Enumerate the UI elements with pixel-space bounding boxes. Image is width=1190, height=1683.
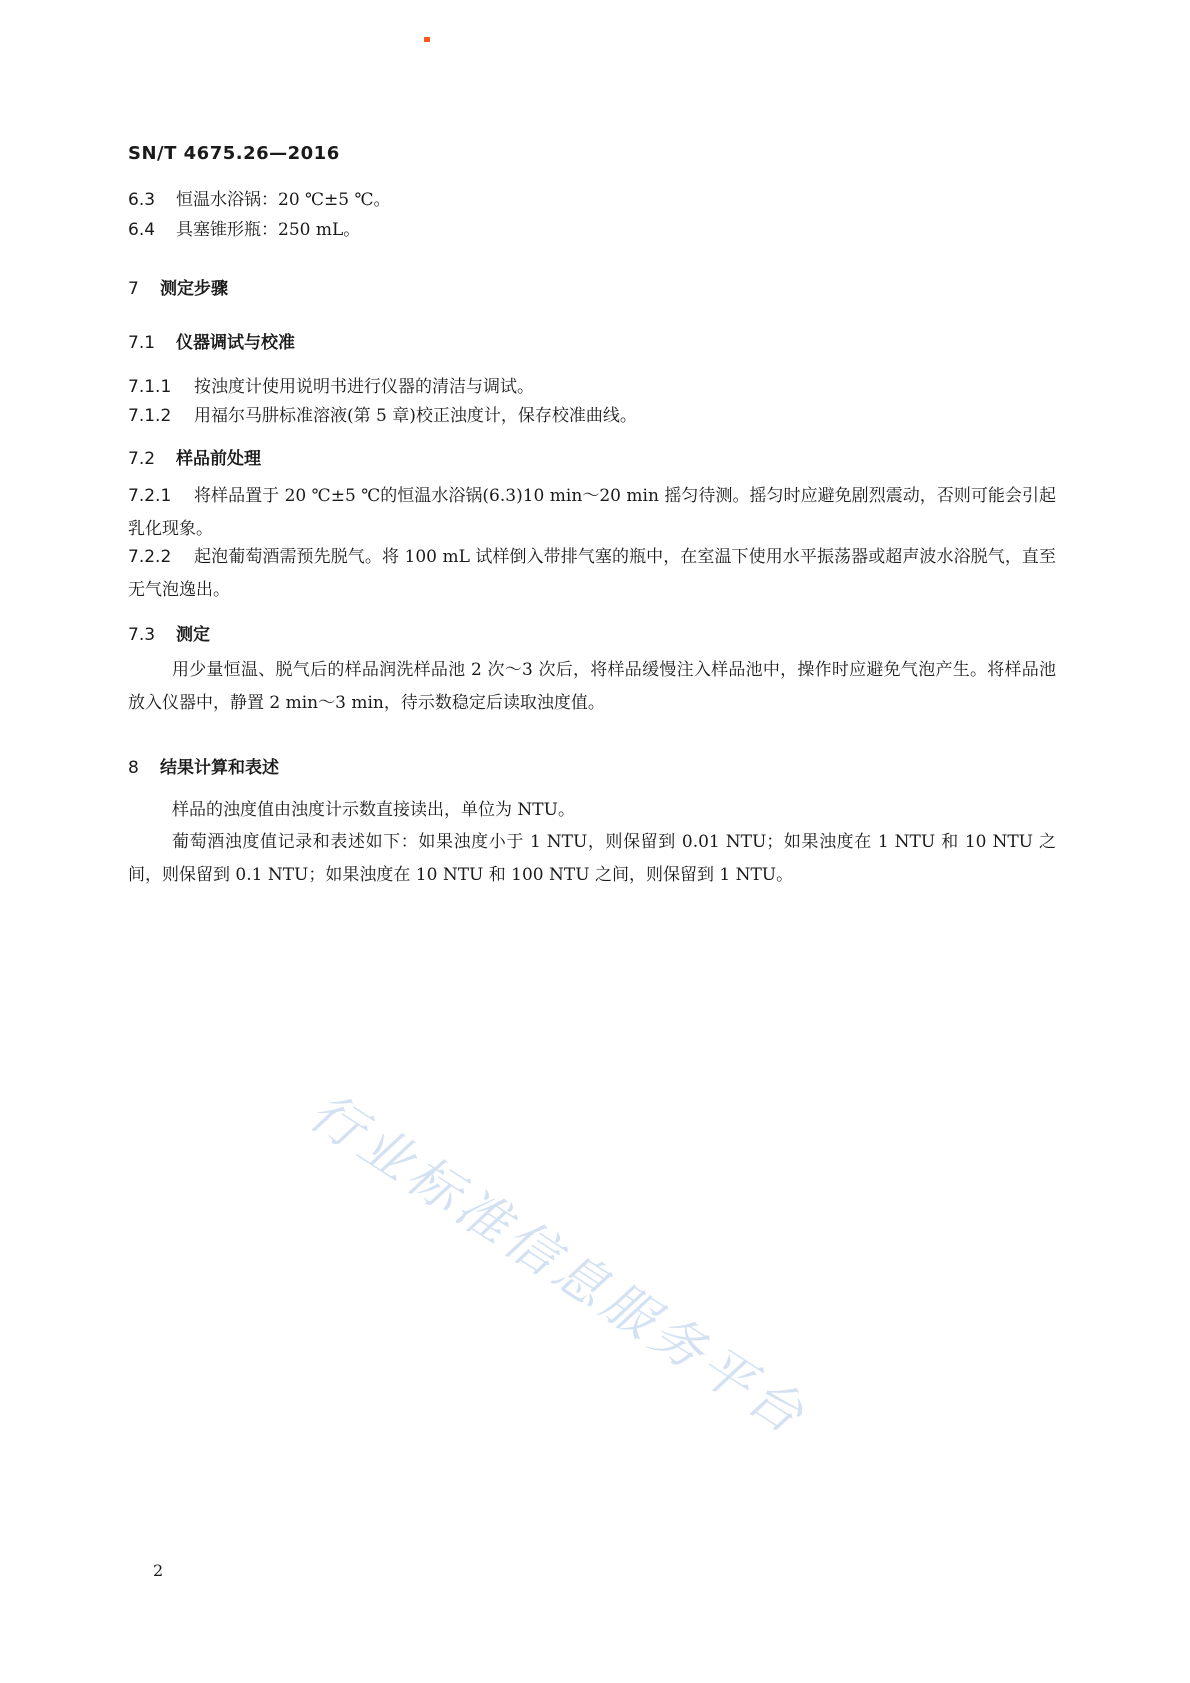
section-number: 7 — [128, 279, 139, 299]
clause-number: 6.3 — [128, 190, 156, 210]
section-7-heading — [128, 274, 228, 299]
section-title: 测定步骤 — [160, 279, 228, 299]
page-number: 2 — [153, 1561, 164, 1580]
section-title: 样品前处理 — [176, 449, 261, 469]
section-number: 7.3 — [128, 625, 156, 645]
standard-code-header: SN/T 4675.26—2016 — [128, 143, 340, 164]
clause-text: 将样品置于 20 ℃±5 ℃的恒温水浴锅(6.3)10 min～20 min 摇匀待测。摇匀时应避免剧烈震动，否则可能会引起乳化现象。 — [128, 486, 1056, 539]
clause-6-4 — [128, 215, 360, 240]
section-number: 7.1 — [128, 333, 156, 353]
section-title: 仪器调试与校准 — [176, 333, 295, 353]
corner-mark — [424, 37, 430, 42]
clause-7-2-1 — [128, 480, 1056, 546]
section-7-2-heading — [128, 444, 261, 469]
section-7-1-heading — [128, 328, 295, 353]
section-number: 7.2 — [128, 449, 156, 469]
clause-7-3-body: 用少量恒温、脱气后的样品润洗样品池 2 次～3 次后，将样品缓慢注入样品池中，操作时应避免气泡产生。将样品池放入仪器中，静置 2 min～3 min，待示数稳定后读取浊度值。 — [128, 660, 1056, 713]
clause-text: 具塞锥形瓶：250 mL。 — [176, 220, 361, 240]
clause-number: 6.4 — [128, 220, 156, 240]
clause-text: 用福尔马肼标准溶液(第 5 章)校正浊度计，保存校准曲线。 — [194, 406, 637, 426]
section-8-heading — [128, 753, 279, 778]
section-number: 8 — [128, 758, 139, 778]
section-title: 测定 — [176, 625, 210, 645]
clause-7-1-2 — [128, 401, 637, 426]
clause-text: 起泡葡萄酒需预先脱气。将 100 mL 试样倒入带排气塞的瓶中，在室温下使用水平振荡器或超声波水浴脱气，直至无气泡逸出。 — [128, 547, 1056, 600]
section-8-paragraph-2: 葡萄酒浊度值记录和表述如下：如果浊度小于 1 NTU，则保留到 0.01 NTU；如果浊度在 1 NTU 和 10 NTU 之间，则保留到 0.1 NTU；如果浊度在 10 NTU 和 100 NTU 之间，则保留到 1 NTU。 — [128, 832, 1056, 885]
section-title: 结果计算和表述 — [160, 758, 279, 778]
clause-text: 恒温水浴锅：20 ℃±5 ℃。 — [176, 190, 391, 210]
clause-number: 7.1.2 — [128, 406, 172, 426]
clause-7-1-1 — [128, 372, 534, 397]
section-7-3-heading — [128, 620, 210, 645]
clause-number: 7.1.1 — [128, 377, 172, 397]
clause-number: 7.2.2 — [128, 547, 172, 567]
clause-text: 按浊度计使用说明书进行仪器的清洁与调试。 — [194, 377, 534, 397]
watermark: 行业标准信息服务平台 — [298, 1081, 818, 1449]
clause-number: 7.2.1 — [128, 486, 172, 506]
section-8-paragraph-1: 样品的浊度值由浊度计示数直接读出，单位为 NTU。 — [172, 800, 575, 820]
clause-7-2-2 — [128, 541, 1056, 607]
clause-6-3 — [128, 185, 391, 210]
